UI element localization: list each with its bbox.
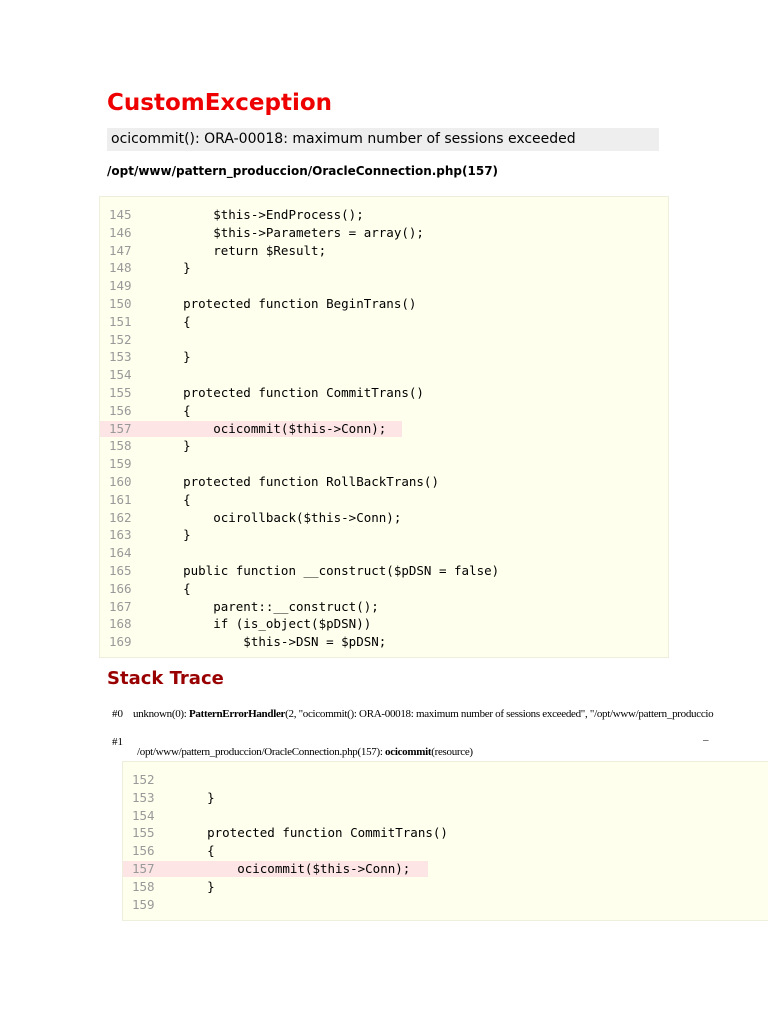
line-number: 155 (132, 825, 155, 841)
line-number: 159 (132, 896, 155, 912)
code-line (100, 348, 668, 366)
code-line (100, 295, 668, 313)
line-code: $this->Parameters = array(); (153, 224, 424, 240)
code-line (100, 224, 668, 242)
trace-1-args: (resource) (431, 746, 473, 758)
code-line (100, 455, 668, 473)
line-code: } (153, 438, 191, 454)
trace-0-number: #0 (112, 708, 123, 720)
code-line (100, 598, 668, 616)
source-code-lines (100, 206, 668, 651)
line-number: 158 (132, 878, 155, 894)
exception-message: ocicommit(): ORA-00018: maximum number of sessions exceeded (107, 128, 659, 151)
line-code: { (153, 491, 191, 507)
code-line (100, 366, 668, 384)
trace-0-prefix: unknown(0): (133, 708, 189, 720)
code-line (100, 259, 668, 277)
trace-1-text (137, 746, 473, 758)
code-line (100, 313, 668, 331)
line-number: 156 (132, 843, 155, 859)
line-code: ocirollback($this->Conn); (153, 509, 402, 525)
line-code: protected function CommitTrans() (153, 384, 424, 400)
line-number: 150 (109, 295, 132, 311)
code-line (123, 842, 768, 860)
code-line (123, 896, 768, 914)
code-line (123, 824, 768, 842)
code-line (100, 562, 668, 580)
line-number: 153 (109, 349, 132, 365)
trace-0-function: PatternErrorHandler (188, 708, 286, 720)
code-line (100, 509, 668, 527)
line-number: 167 (109, 598, 132, 614)
trace-1-function: ocicommit (385, 746, 432, 758)
code-line (100, 206, 668, 224)
line-number: 157 (109, 420, 132, 436)
line-number: 163 (109, 527, 132, 543)
source-code-block (99, 196, 669, 658)
trace-1-number: #1 (112, 736, 123, 748)
line-number: 166 (109, 580, 132, 596)
line-code: $this->EndProcess(); (153, 207, 364, 222)
line-code: } (153, 527, 191, 543)
line-number: 154 (132, 807, 155, 823)
line-code: protected function RollBackTrans() (153, 473, 439, 489)
line-number: 168 (109, 616, 132, 632)
line-code: { (153, 580, 191, 596)
line-code: if (is_object($pDSN)) (153, 616, 372, 632)
line-code: protected function BeginTrans() (153, 295, 417, 311)
line-number: 153 (132, 789, 155, 805)
stack-trace-title: Stack Trace (107, 668, 224, 689)
trace-code-lines (123, 771, 768, 913)
code-line (100, 526, 668, 544)
code-line-highlighted (100, 420, 668, 438)
line-number: 158 (109, 438, 132, 454)
line-code: } (153, 349, 191, 365)
line-code: } (177, 789, 215, 805)
code-line (100, 633, 668, 651)
line-code: { (153, 313, 191, 329)
code-line (100, 242, 668, 260)
line-number: 152 (109, 331, 132, 347)
line-code: } (153, 260, 191, 276)
line-number: 152 (132, 772, 155, 787)
line-code: $this->DSN = $pDSN; (153, 634, 387, 650)
code-line (100, 473, 668, 491)
line-number: 149 (109, 278, 132, 294)
line-code: { (177, 843, 215, 859)
exception-title: CustomException (107, 90, 333, 116)
code-line (123, 878, 768, 896)
line-code: } (177, 878, 215, 894)
line-number: 151 (109, 313, 132, 329)
code-line (100, 384, 668, 402)
line-number: 161 (109, 491, 132, 507)
line-number: 155 (109, 384, 132, 400)
trace-0-text (133, 708, 713, 720)
code-line (100, 544, 668, 562)
code-line (100, 437, 668, 455)
line-code: return $Result; (153, 242, 327, 258)
code-line (100, 580, 668, 598)
line-code: { (153, 402, 191, 418)
exception-file-path: /opt/www/pattern_produccion/OracleConnection.php(157) (107, 164, 499, 178)
line-code: ocicommit($this->Conn); (177, 860, 411, 876)
line-number: 154 (109, 367, 132, 383)
line-number: 169 (109, 634, 132, 650)
line-number: 160 (109, 473, 132, 489)
line-number: 164 (109, 545, 132, 561)
code-line (100, 331, 668, 349)
line-number: 156 (109, 402, 132, 418)
line-number: 162 (109, 509, 132, 525)
code-line (123, 807, 768, 825)
line-number: 147 (109, 242, 132, 258)
code-line-highlighted (123, 860, 768, 878)
trace-0-args: (2, "ocicommit(): ORA-00018: maximum number of sessions exceeded", "/opt/www/pattern_produccio (285, 708, 714, 720)
code-line (100, 402, 668, 420)
line-number: 165 (109, 562, 132, 578)
line-code: protected function CommitTrans() (177, 825, 448, 841)
line-number: 157 (132, 860, 155, 876)
trace-1-code-block (122, 761, 768, 921)
line-code: parent::__construct(); (153, 598, 379, 614)
line-number: 148 (109, 260, 132, 276)
line-number: 145 (109, 207, 132, 222)
code-line (123, 789, 768, 807)
line-code: ocicommit($this->Conn); (153, 420, 387, 436)
code-line (100, 491, 668, 509)
line-number: 159 (109, 456, 132, 472)
code-line (100, 277, 668, 295)
trace-1-toggle[interactable]: – (703, 734, 709, 746)
line-code: public function __construct($pDSN = false) (153, 562, 500, 578)
code-line (100, 615, 668, 633)
trace-1-prefix: /opt/www/pattern_produccion/OracleConnection.php(157): (137, 746, 386, 758)
line-number: 146 (109, 224, 132, 240)
code-line (123, 771, 768, 789)
